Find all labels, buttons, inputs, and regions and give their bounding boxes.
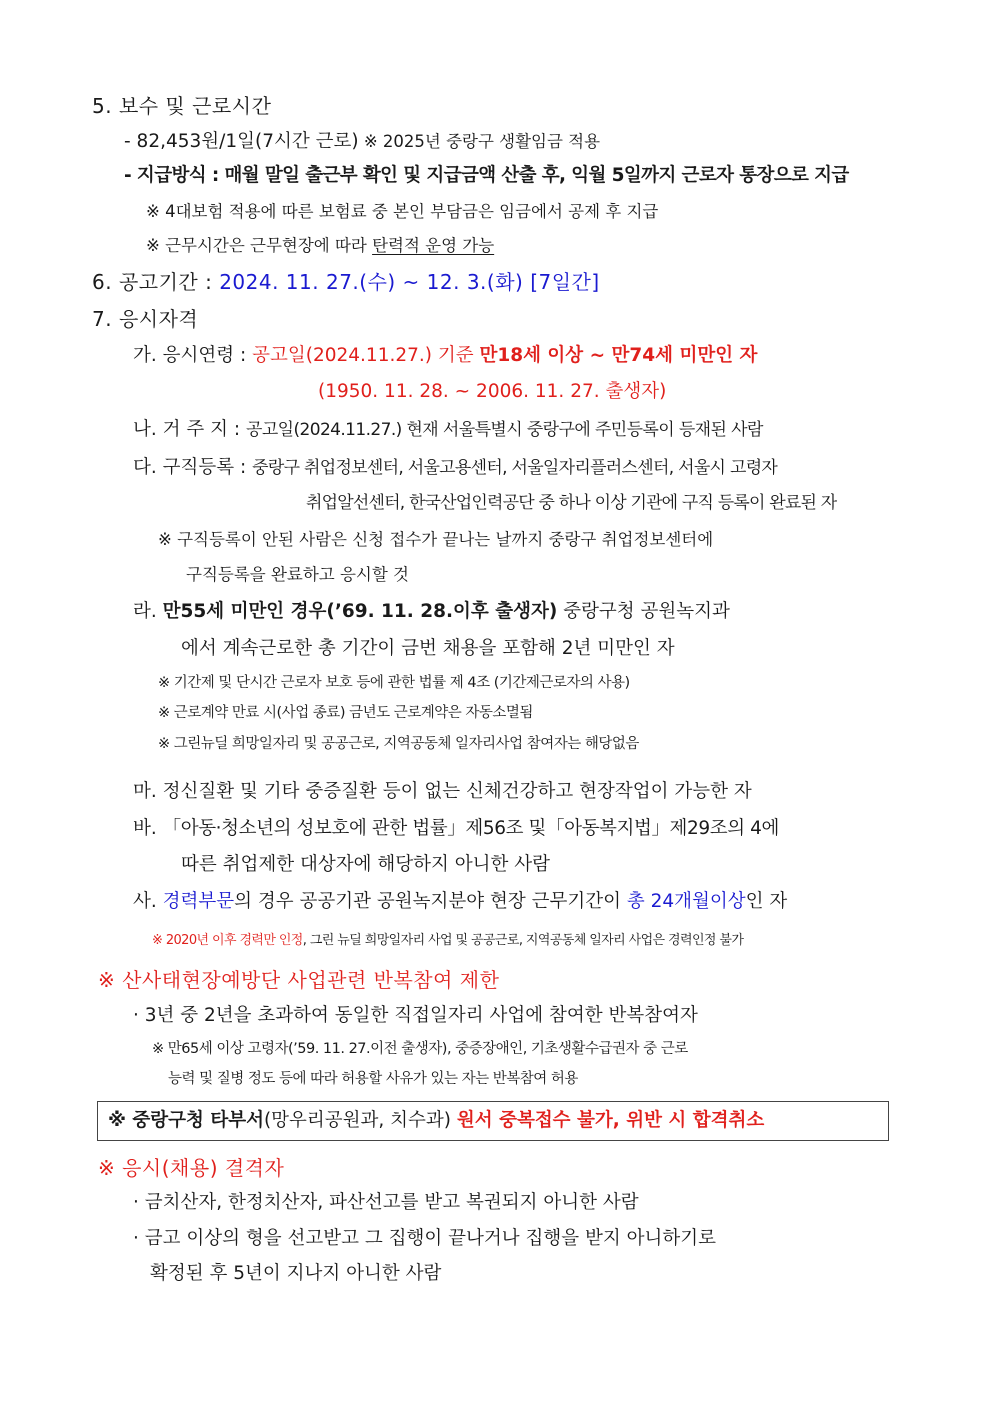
sa-end: 인 자: [745, 891, 788, 912]
hours-note-underlined: 탄력적 운영 가능: [372, 236, 495, 255]
disq-item1: · 금치산자, 한정치산자, 파산선고를 받고 복권되지 아니한 사람: [133, 1192, 639, 1213]
sec5-note-insurance: ※ 4대보험 적용에 따른 보험료 중 본인 부담금은 임금에서 공제 후 지급: [146, 202, 659, 221]
ra-row: [133, 603, 730, 622]
ra-note2: ※ 근로계약 만료 시(사업 종료) 금년도 근로계약은 자동소멸됨: [158, 705, 533, 721]
ra-note1: ※ 기간제 및 단시간 근로자 보호 등에 관한 법률 제 4조 (기간제근로자의 사용): [158, 675, 630, 691]
ga-text: 공고일(2024.11.27.) 기준: [252, 345, 480, 366]
sa-months: 총 24개월이상: [626, 891, 746, 912]
ga-sub: (1950. 11. 28. ~ 2006. 11. 27. 출생자): [318, 381, 667, 402]
ga-age: 만18세 이상 ~ 만74세 미만인 자: [479, 345, 758, 366]
sec6: [92, 272, 600, 292]
sec6-period: 2024. 11. 27.(수) ~ 12. 3.(화) [7일간]: [219, 270, 600, 294]
ga-label: 가. 응시연령 :: [133, 345, 253, 366]
sa-row: [133, 893, 787, 912]
restrict-note1: ※ 만65세 이상 고령자(’59. 11. 27.이전 출생자), 중증장애인, 기초생활수급권자 중 근로: [152, 1041, 688, 1057]
da-text1: 중랑구 취업정보센터, 서울고용센터, 서울일자리플러스센터, 서울시 고령자: [252, 458, 778, 478]
na-text: 공고일(2024.11.27.) 현재 서울특별시 중랑구에 주민등록이 등재된 사람: [246, 420, 763, 440]
da-note1: ※ 구직등록이 안된 사람은 신청 접수가 끝나는 날까지 중랑구 취업정보센터에: [158, 530, 714, 549]
sa-note: [152, 934, 743, 947]
pay-text: 매월 말일 출근부 확인 및 지급금액 산출 후, 익월 5일까지 근로자 통장으로 지급: [224, 165, 849, 186]
da-note2: 구직등록을 완료하고 응시할 것: [186, 565, 409, 584]
sec7-title: 7. 응시자격: [92, 307, 199, 331]
sa-note-red: ※ 2020년 이후 경력만 인정: [152, 933, 303, 948]
sec5-note-hours: [146, 238, 494, 255]
na-row: [133, 421, 763, 440]
disq-item2b: 확정된 후 5년이 지나지 아니한 사람: [150, 1263, 442, 1284]
dup-application-note: [108, 1112, 764, 1131]
ba-text2: 따른 취업제한 대상자에 해당하지 아니한 사람: [181, 854, 550, 875]
sec6-title: 6. 공고기간 :: [92, 270, 220, 294]
sa-career: 경력부문: [162, 891, 235, 912]
ma-text: 정신질환 및 기타 중증질환 등이 없는 신체건강하고 현장작업이 가능한 자: [162, 781, 752, 802]
ra-label: 라.: [133, 601, 163, 622]
ra-note3: ※ 그린뉴딜 희망일자리 및 공공근로, 지역공동체 일자리사업 참여자는 해당없음: [158, 736, 639, 752]
sec5-wage: [124, 133, 600, 152]
sa-mid: 의 경우 공공기관 공원녹지분야 현장 근무기간이: [234, 891, 627, 912]
ba-row: [133, 820, 779, 839]
ga-row: [133, 347, 757, 366]
sa-note-rest: , 그린 뉴딜 희망일자리 사업 및 공공근로, 지역공동체 일자리 사업은 경력인정 불가: [302, 933, 744, 948]
dup-note-a: ※ 중랑구청 타부서: [108, 1110, 264, 1131]
na-label: 나. 거 주 지 :: [133, 419, 247, 440]
pay-label: - 지급방식 :: [124, 165, 225, 186]
da-text2: 취업알선센터, 한국산업인력공단 중 하나 이상 기관에 구직 등록이 완료된 자: [306, 493, 837, 513]
sa-label: 사.: [133, 891, 163, 912]
hours-note-text: ※ 근무시간은 근무현장에 따라: [146, 236, 373, 255]
ma-row: [133, 783, 752, 802]
da-row: [133, 459, 777, 478]
restrict-item: · 3년 중 2년을 초과하여 동일한 직접일자리 사업에 참여한 반복참여자: [133, 1005, 698, 1026]
wage-note: ※ 2025년 중랑구 생활임금 적용: [358, 132, 601, 151]
restrict-title: ※ 산사태현장예방단 사업관련 반복참여 제한: [98, 968, 500, 992]
ba-text1: 「아동·청소년의 성보호에 관한 법률」제56조 및「아동복지법」제29조의 4에: [162, 818, 780, 839]
restrict-note2: 능력 및 질병 정도 등에 따라 허용할 사유가 있는 자는 반복참여 허용: [168, 1071, 578, 1087]
disq-title: ※ 응시(채용) 결격자: [98, 1156, 285, 1180]
dup-note-b: (망우리공원과, 치수과): [263, 1110, 457, 1131]
dup-note-c: 원서 중복접수 불가, 위반 시 합격취소: [456, 1110, 765, 1131]
ma-label: 마.: [133, 781, 163, 802]
ra-bold: 만55세 미만인 경우(’69. 11. 28.이후 출생자): [162, 601, 558, 622]
sec5-title: 5. 보수 및 근로시간: [92, 94, 272, 118]
ra-text2: 에서 계속근로한 총 기간이 금번 채용을 포함해 2년 미만인 자: [181, 638, 675, 659]
ra-text: 중랑구청 공원녹지과: [557, 601, 730, 622]
wage-amount: - 82,453원/1일(7시간 근로): [124, 131, 359, 152]
disq-item2a: · 금고 이상의 형을 선고받고 그 집행이 끝나거나 집행을 받지 아니하기로: [133, 1228, 716, 1249]
sec5-pay: [124, 167, 849, 186]
da-label: 다. 구직등록 :: [133, 457, 253, 478]
ba-label: 바.: [133, 818, 163, 839]
